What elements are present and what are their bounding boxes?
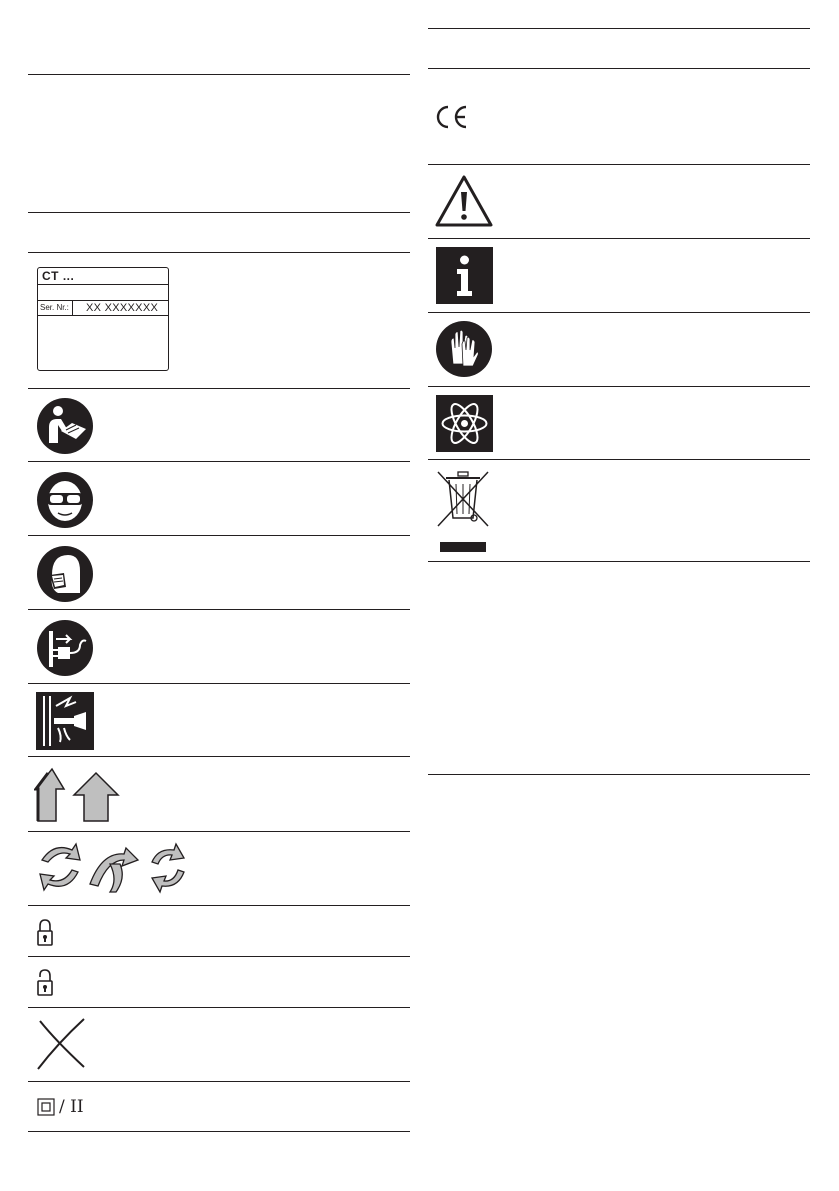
information-icon <box>436 247 493 304</box>
section-rule <box>428 774 810 775</box>
section-rule <box>28 252 410 253</box>
section-rule <box>28 683 410 684</box>
rotation-arrows-icon <box>34 840 190 894</box>
arrows-up-icon <box>34 765 120 825</box>
section-rule <box>28 1131 410 1132</box>
section-rule <box>28 74 410 75</box>
section-rule <box>28 388 410 389</box>
section-rule <box>28 609 410 610</box>
section-rule <box>28 461 410 462</box>
section-rule <box>428 164 810 165</box>
section-rule <box>28 756 410 757</box>
section-rule <box>28 831 410 832</box>
section-rule <box>28 905 410 906</box>
ce-mark-icon <box>434 104 470 130</box>
section-rule <box>28 956 410 957</box>
section-rule <box>28 1007 410 1008</box>
section-rule <box>28 212 410 213</box>
gloves-icon <box>435 320 493 378</box>
section-rule <box>428 459 810 460</box>
section-rule <box>428 238 810 239</box>
rating-plate-model: CT ... <box>42 269 75 283</box>
lock-closed-icon <box>36 918 54 948</box>
rating-plate <box>37 267 169 371</box>
protection-class-text: / II <box>59 1097 84 1117</box>
eye-protection-icon <box>36 471 94 529</box>
serial-number-label: Ser. Nr.: <box>40 303 69 312</box>
section-rule <box>428 312 810 313</box>
serial-number-value: XX XXXXXXX <box>86 302 159 314</box>
cross-mark-icon <box>36 1017 86 1071</box>
section-rule <box>428 28 810 29</box>
weee-bin-icon <box>434 468 492 554</box>
warning-triangle-icon <box>434 174 494 228</box>
atom-icon <box>436 395 493 452</box>
lock-open-icon <box>36 968 54 998</box>
rating-plate-header <box>38 268 168 285</box>
section-rule <box>428 561 810 562</box>
section-rule <box>28 1081 410 1082</box>
section-rule <box>28 535 410 536</box>
rating-plate-serial-row <box>38 301 168 316</box>
rating-plate-blank-row <box>38 284 168 301</box>
unplug-icon <box>36 619 94 677</box>
protection-class-icon <box>37 1098 55 1116</box>
serial-divider <box>72 301 73 315</box>
dust-mask-icon <box>36 545 94 603</box>
section-rule <box>428 386 810 387</box>
hidden-cables-pipes-icon <box>36 692 94 750</box>
read-manual-icon <box>36 397 94 455</box>
section-rule <box>428 68 810 69</box>
